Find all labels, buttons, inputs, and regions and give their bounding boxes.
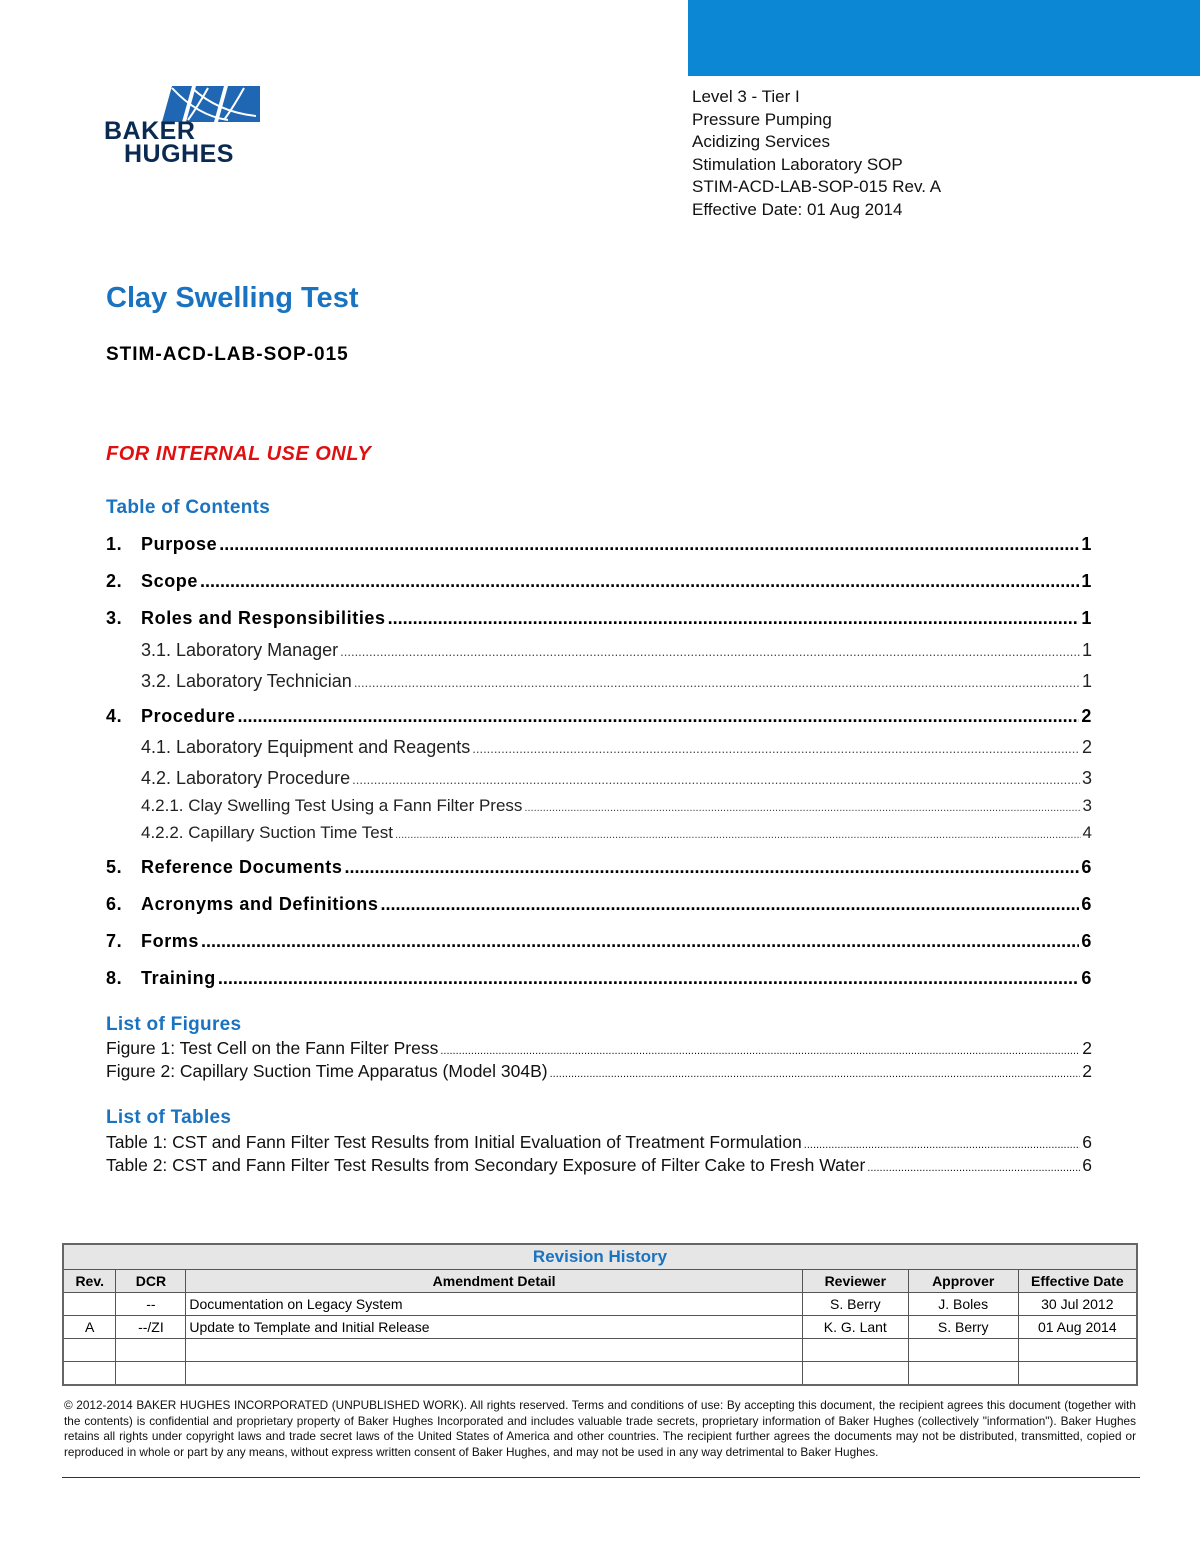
toc-entry[interactable]: 4.2. Laboratory Procedure ..... 3 — [106, 768, 1092, 789]
toc-entry[interactable]: 4.2.2. Capillary Suction Time Test ..... 4 — [106, 823, 1092, 843]
cell-rev: A — [63, 1316, 116, 1339]
cell-rev — [63, 1339, 116, 1362]
legal-notice: © 2012-2014 BAKER HUGHES INCORPORATED (UNPUBLISHED WORK). All rights reserved. Terms and conditions of use: By accepting this document, the recipient agrees this document (together with the contents) is confidential and proprietary property of Baker Hughes Incorporated and includes valuable trade secrets, proprietary information of Baker Hughes (collectively "information"). Baker Hughes retains all rights under copyright laws and trade secret laws of the United States of America and other countries. The recipient further agrees the documents may not be distributed, transmitted, copied or reproduced in whole or part by any means, without express written consent of Baker Hughes, and may not be used in any way detrimental to Baker Hughes. — [64, 1398, 1136, 1459]
cell-reviewer: S. Berry — [802, 1293, 908, 1316]
doc-info-number: STIM-ACD-LAB-SOP-015 Rev. A — [692, 177, 942, 196]
document-title: Clay Swelling Test — [106, 282, 359, 314]
cell-dcr: -- — [116, 1293, 186, 1316]
cell-approver — [908, 1339, 1018, 1362]
table-row — [63, 1339, 1137, 1362]
document-number: STIM-ACD-LAB-SOP-015 — [106, 344, 349, 365]
baker-hughes-logo — [104, 86, 264, 176]
toc-entry[interactable]: 4.1. Laboratory Equipment and Reagents ..... 2 — [106, 737, 1092, 758]
cell-approver — [908, 1362, 1018, 1386]
table-entry[interactable]: Table 2: CST and Fann Filter Test Results from Secondary Exposure of Filter Cake to Fresh Water ..... 6 — [106, 1155, 1092, 1176]
cell-reviewer — [802, 1339, 908, 1362]
toc-entry[interactable]: 5. Reference Documents ..... 6 — [106, 857, 1092, 878]
logo-wordmark: BAKER HUGHES — [104, 117, 234, 168]
toc-entry[interactable]: 3.2. Laboratory Technician ..... 1 — [106, 671, 1092, 692]
toc-entry[interactable]: 3.1. Laboratory Manager ..... 1 — [106, 640, 1092, 661]
toc-heading: Table of Contents — [106, 497, 271, 518]
cell-effective-date: 30 Jul 2012 — [1018, 1293, 1137, 1316]
toc-entry[interactable]: 3. Roles and Responsibilities ..... 1 — [106, 608, 1092, 629]
cell-effective-date — [1018, 1339, 1137, 1362]
toc-entry[interactable]: 4. Procedure ..... 2 — [106, 706, 1092, 727]
table-row — [63, 1316, 1137, 1339]
cell-effective-date — [1018, 1362, 1137, 1386]
cell-reviewer — [802, 1362, 908, 1386]
table-row — [63, 1293, 1137, 1316]
doc-info-effective-date: Effective Date: 01 Aug 2014 — [692, 199, 903, 219]
toc-entry[interactable]: 2. Scope ..... 1 — [106, 571, 1092, 592]
toc-entry[interactable]: 8. Training ..... 6 — [106, 968, 1092, 989]
doc-info-service: Acidizing Services — [692, 132, 830, 151]
cell-dcr: --/ZI — [116, 1316, 186, 1339]
toc-entry[interactable]: 4.2.1. Clay Swelling Test Using a Fann Filter Press ..... 3 — [106, 796, 1092, 816]
cell-approver: S. Berry — [908, 1316, 1018, 1339]
revision-history-table — [62, 1243, 1138, 1386]
table-header-row — [63, 1270, 1137, 1293]
cell-amendment: Update to Template and Initial Release — [186, 1316, 803, 1339]
document-info — [692, 86, 941, 221]
doc-info-type: Stimulation Laboratory SOP — [692, 154, 903, 174]
table-entry[interactable]: Table 1: CST and Fann Filter Test Results from Initial Evaluation of Treatment Formulation ..... 6 — [106, 1132, 1092, 1153]
cell-dcr — [116, 1339, 186, 1362]
doc-info-division: Pressure Pumping — [692, 109, 832, 129]
col-header-reviewer: Reviewer — [802, 1270, 908, 1293]
list-of-tables-heading: List of Tables — [106, 1107, 232, 1128]
cell-approver: J. Boles — [908, 1293, 1018, 1316]
cell-amendment — [186, 1339, 803, 1362]
col-header-rev: Rev. — [63, 1270, 116, 1293]
col-header-approver: Approver — [908, 1270, 1018, 1293]
footer-divider — [62, 1477, 1140, 1478]
figure-entry[interactable]: Figure 2: Capillary Suction Time Apparatus (Model 304B) ..... 2 — [106, 1061, 1092, 1082]
cell-amendment — [186, 1362, 803, 1386]
classification-notice: FOR INTERNAL USE ONLY — [106, 443, 372, 465]
toc-entry[interactable]: 6. Acronyms and Definitions ..... 6 — [106, 894, 1092, 915]
header-accent-bar — [688, 0, 1200, 76]
toc-entry[interactable]: 1. Purpose ..... 1 — [106, 534, 1092, 555]
figure-entry[interactable]: Figure 1: Test Cell on the Fann Filter Press ..... 2 — [106, 1038, 1092, 1059]
cell-rev — [63, 1293, 116, 1316]
doc-info-level: Level 3 - Tier I — [692, 87, 800, 106]
cell-reviewer: K. G. Lant — [802, 1316, 908, 1339]
col-header-amendment: Amendment Detail — [186, 1270, 803, 1293]
revision-history-caption: Revision History — [63, 1244, 1137, 1270]
cell-amendment: Documentation on Legacy System — [186, 1293, 803, 1316]
table-row — [63, 1362, 1137, 1386]
cell-effective-date: 01 Aug 2014 — [1018, 1316, 1137, 1339]
cell-rev — [63, 1362, 116, 1386]
toc-entry[interactable]: 7. Forms ..... 6 — [106, 931, 1092, 952]
col-header-dcr: DCR — [116, 1270, 186, 1293]
col-header-effective-date: Effective Date — [1018, 1270, 1137, 1293]
cell-dcr — [116, 1362, 186, 1386]
list-of-figures-heading: List of Figures — [106, 1014, 242, 1035]
